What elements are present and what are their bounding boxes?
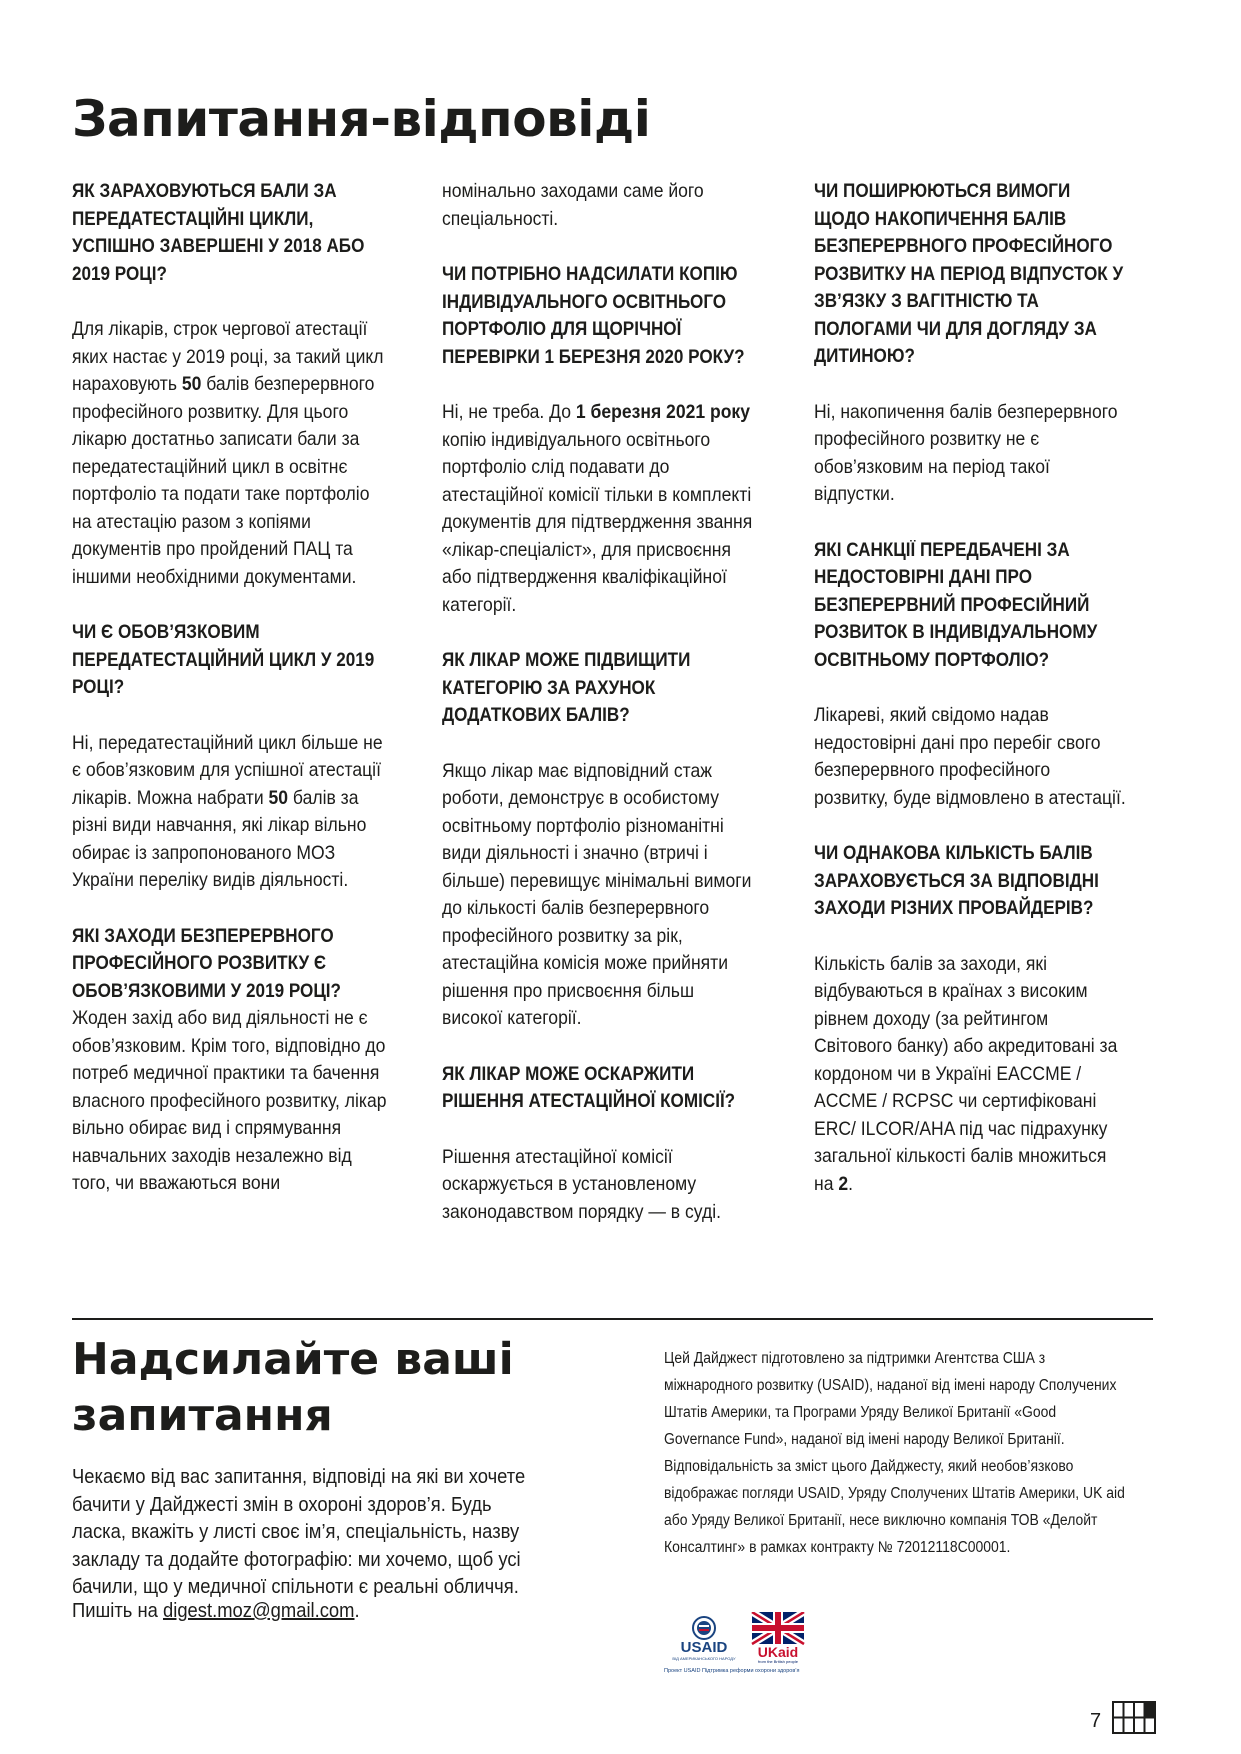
- svg-text:ВІД АМЕРИКАНСЬКОГО НАРОДУ: ВІД АМЕРИКАНСЬКОГО НАРОДУ: [672, 1656, 736, 1661]
- page-number: 7: [1090, 1710, 1102, 1732]
- send-questions-title: Надсилайте ваші запитання: [72, 1334, 514, 1441]
- answer-text: Ні, передатестаційний цикл більше не є обов’язковим для успішної атестації лікарів. Можна набрати 50 балів за різні види навчання, які лікар вільно обирає із запропонованого МОЗ України переліку видів діяльності.: [72, 731, 383, 891]
- section-divider: [72, 1318, 1153, 1320]
- funding-disclaimer: Цей Дайджест підготовлено за підтримки Агентства США з міжнародного розвитку (USAID), наданої від імені народу Сполучених Штатів Америки, та Програми Уряду Великої Британії «Good Governance Fund», наданої від імені народу Великої Британії. Відповідальність за зміст цього Дайджесту, який необов’язково відображає погляди USAID, Уряду Сполучених Штатів Америки, UK aid або Уряду Великої Британії, несе виключно компанія ТОВ «Делойт Консалтинг» в рамках контракту № 72012118C00001.: [664, 1350, 1125, 1556]
- email-line: Пишіть на digest.moz@gmail.com.: [72, 1600, 360, 1622]
- page-corner-grid-icon: [1112, 1701, 1156, 1734]
- question-heading: ЯКІ ЗАХОДИ БЕЗПЕРЕРВНОГО ПРОФЕСІЙНОГО РОЗВИТКУ Є ОБОВ’ЯЗКОВИМИ У 2019 РОЦІ?: [72, 925, 342, 1002]
- question-heading: ЯК ЛІКАР МОЖЕ ОСКАРЖИТИ РІШЕННЯ АТЕСТАЦІЙНОЇ КОМІСІЇ?: [442, 1063, 736, 1112]
- question-heading: ЯК ЗАРАХОВУЮТЬСЯ БАЛИ ЗА ПЕРЕДАТЕСТАЦІЙНІ ЦИКЛИ, УСПІШНО ЗАВЕРШЕНІ У 2018 АБО 2019 РОЦІ?: [72, 181, 365, 285]
- answer-text: номінально заходами саме його спеціальності.: [442, 180, 704, 230]
- page-title: Запитання-відповіді: [72, 90, 651, 148]
- svg-text:USAID: USAID: [680, 1639, 728, 1656]
- answer-text: Рішення атестаційної комісії оскаржується в установленому законодавством порядку — в суді.: [442, 1145, 721, 1223]
- question-heading: ЯКІ САНКЦІЇ ПЕРЕДБАЧЕНІ ЗА НЕДОСТОВІРНІ ДАНІ ПРО БЕЗПЕРЕРВНИЙ ПРОФЕСІЙНИЙ РОЗВИТОК В ІНДИВІДУАЛЬНОМУ ОСВІТНЬОМУ ПОРТФОЛІО?: [814, 539, 1098, 671]
- answer-text: Ні, накопичення балів безперервного професійного розвитку не є обов’язковим на період такої відпустки.: [814, 400, 1118, 505]
- ukaid-logo: [750, 1612, 806, 1664]
- answer-text: Жоден захід або вид діяльності не є обов’язковим. Крім того, відповідно до потреб медичної практики та бачення власного професійного розвитку, лікар вільно обирає вид і спрямування навчальних заходів незалежно від того, чи вважаються вони: [72, 1007, 387, 1194]
- question-heading: ЧИ ПОТРІБНО НАДСИЛАТИ КОПІЮ ІНДИВІДУАЛЬНОГО ОСВІТНЬОГО ПОРТФОЛІО ДЛЯ ЩОРІЧНОЇ ПЕРЕВІРКИ 1 БЕРЕЗНЯ 2020 РОКУ?: [442, 264, 745, 368]
- column-1: [72, 178, 387, 1226]
- answer-text: Якщо лікар має відповідний стаж роботи, демонструє в особистому освітньому портфоліо різноманітні види діяльності і значно (втричі і більше) перевищує мінімальні вимоги до кількості балів безперервного професійного розвитку за рік, атестаційна комісія може прийняти рішення про присвоєння більш високої категорії.: [442, 759, 752, 1029]
- answer-text: Ні, не треба. До 1 березня 2021 року копію індивідуального освітнього портфоліо слід подавати до атестаційної комісії тільки в комплекті документів для підтвердження звання «лікар-спеціаліст», для присвоєння або підтвердження кваліфікаційної категорії.: [442, 401, 753, 616]
- email-link[interactable]: digest.moz@gmail.com: [162, 1600, 355, 1622]
- svg-text:UKaid: UKaid: [757, 1644, 799, 1660]
- usaid-logo: [664, 1616, 744, 1664]
- question-heading: ЧИ ОДНАКОВА КІЛЬКІСТЬ БАЛІВ ЗАРАХОВУЄТЬСЯ ЗА ВІДПОВІДНІ ЗАХОДИ РІЗНИХ ПРОВАЙДЕРІВ?: [814, 843, 1099, 919]
- answer-text: Для лікарів, строк чергової атестації яких настає у 2019 році, за такий цикл нараховують 50 балів безперервного професійного розвитку. Для цього лікарю достатньо записати бали за передатестаційний цикл в освітнє портфоліо та подати таке портфоліо на атестацію разом з копіями документів про пройдений ПАЦ та іншими необхідними документами.: [72, 318, 384, 588]
- answer-text: Лікареві, який свідомо надав недостовірні дані про перебіг свого безперервного професійного розвитку, буде відмовлено в атестації.: [814, 704, 1126, 809]
- logo-caption: Проект USAID Підтримка реформи охорони здоров’я: [664, 1668, 800, 1674]
- svg-text:from the British people: from the British people: [757, 1659, 799, 1664]
- question-heading: ЧИ ПОШИРЮЮТЬСЯ ВИМОГИ ЩОДО НАКОПИЧЕННЯ БАЛІВ БЕЗПЕРЕРВНОГО ПРОФЕСІЙНОГО РОЗВИТКУ НА ПЕРІОД ВІДПУСТОК У ЗВ’ЯЗКУ З ВАГІТНІСТЮ ТА ПОЛОГАМИ ЧИ ДЛЯ ДОГЛЯДУ ЗА ДИТИНОЮ?: [814, 181, 1124, 367]
- answer-text: Кількість балів за заходи, які відбуваються в країнах з високим рівнем доходу (за рейтингом Світового банку) або акредитовані за кордоном чи в Україні EACCME / ACCME / RCPSC чи сертифіковані ERC/ ILCOR/AHA під час підрахунку загальної кількості балів множиться на 2.: [814, 952, 1118, 1195]
- question-heading: ЯК ЛІКАР МОЖЕ ПІДВИЩИТИ КАТЕГОРІЮ ЗА РАХУНОК ДОДАТКОВИХ БАЛІВ?: [442, 650, 691, 726]
- send-questions-text: Чекаємо від вас запитання, відповіді на які ви хочете бачити у Дайджесті змін в охороні здоров’я. Будь ласка, вкажіть у листі своє ім’я, спеціальність, назву закладу та додайте фотографію: ми хочемо, щоб усі бачили, що у медичної спільноти є реальні обличчя.: [72, 1466, 526, 1598]
- question-heading: ЧИ Є ОБОВ’ЯЗКОВИМ ПЕРЕДАТЕСТАЦІЙНИЙ ЦИКЛ У 2019 РОЦІ?: [72, 622, 375, 698]
- column-3: [814, 178, 1129, 1226]
- column-2: [442, 178, 757, 1254]
